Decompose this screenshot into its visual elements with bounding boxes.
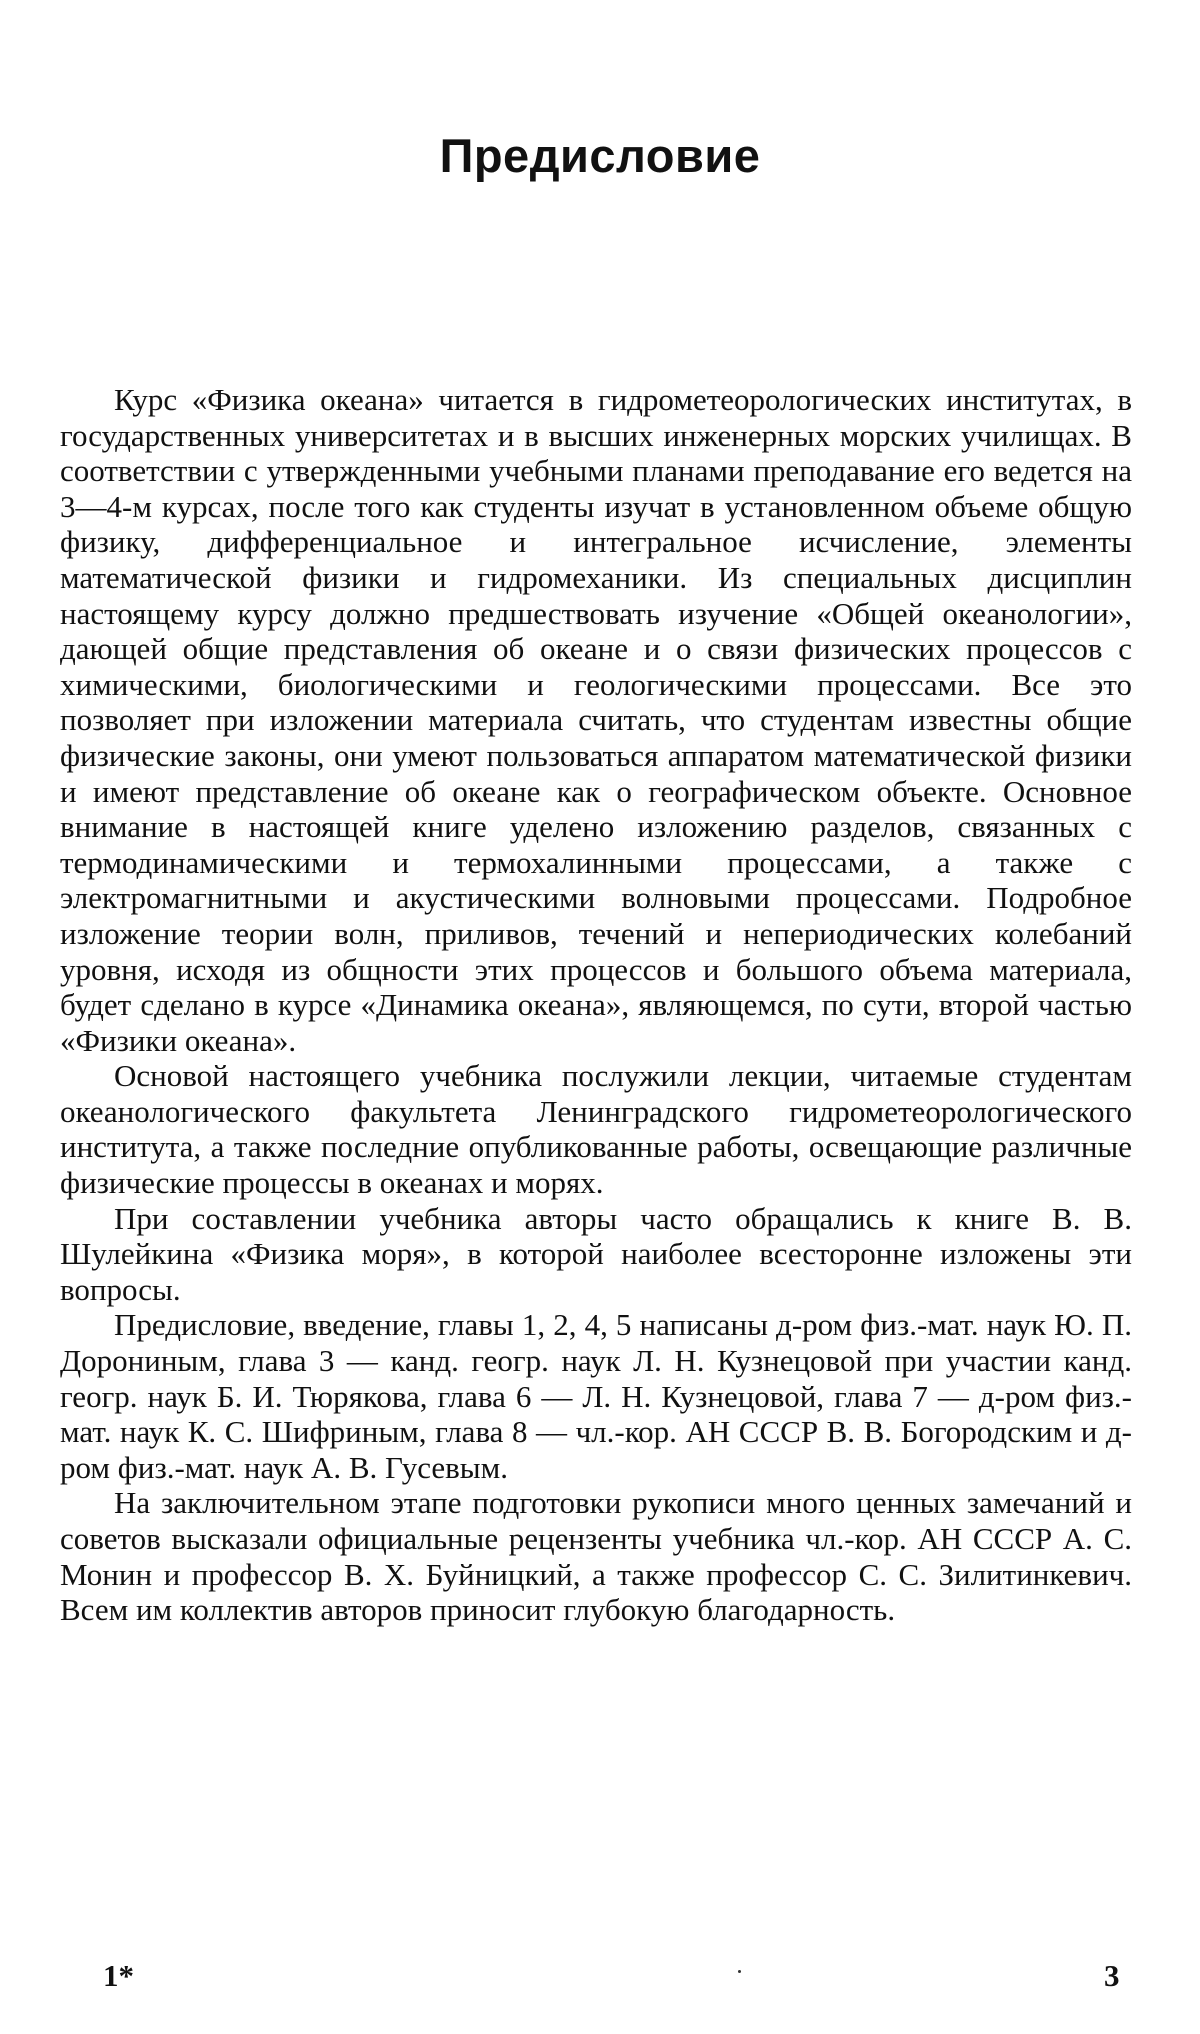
paragraph-textbook-basis: Основой настоящего учебника послужили лекции, читаемые студентам океанологического факультета Ленинградского гидрометеорологического института, а также последние опубликованные работы, освещающие различные физические процессы в океанах и морях. [60,1058,1132,1201]
paragraph-acknowledgements: На заключительном этапе подготовки рукописи много ценных замечаний и советов высказали официальные рецензенты учебника чл.-кор. АН СССР А. С. Монин и профессор В. Х. Буйницкий, а также профессор С. С. Зилитинкевич. Всем им коллектив авторов приносит глубокую благодарность. [60,1485,1132,1628]
paragraph-authors-chapters: Предисловие, введение, главы 1, 2, 4, 5 написаны д-ром физ.-мат. наук Ю. П. Дорониным, глава 3 — канд. геогр. наук Л. Н. Кузнецовой при участии канд. геогр. наук Б. И. Тюрякова, глава 6 — Л. Н. Кузнецовой, глава 7 — д-ром физ.-мат. наук К. С. Шифриным, глава 8 — чл.-кор. АН СССР В. В. Богородским и д-ром физ.-мат. наук А. В. Гусевым. [60,1307,1132,1485]
page-title: Предисловие [439,129,761,182]
print-speck [738,1970,741,1973]
signature-mark: 1* [103,1958,134,1993]
preface-body [60,382,1132,1628]
paragraph-shuleikin-reference: При составлении учебника авторы часто обращались к книге В. В. Шулейкина «Физика моря», в которой наиболее всесторонне изложены эти вопросы. [60,1200,1132,1307]
paragraph-course-intro: Курс «Физика океана» читается в гидрометеорологических институтах, в государственных университетах и в высших инженерных морских училищах. В соответствии с утвержденными учебными планами преподавание его ведется на 3—4-м курсах, после того как студенты изучат в установленном объеме общую физику, дифференциальное и интегральное исчисление, элементы математической физики и гидромеханики. Из специальных дисциплин настоящему курсу должно предшествовать изучение «Общей океанологии», дающей общие представления об океане и о связи физических процессов с химическими, биологическими и геологическими процессами. Все это позволяет при изложении материала считать, что студентам известны общие физические законы, они умеют пользоваться аппаратом математической физики и имеют представление об океане как о географическом объекте. Основное внимание в настоящей книге уделено изложению разделов, связанных с термодинамическими и термохалинными процессами, а также с электромагнитными и акустическими волновыми процессами. Подробное изложение теории волн, приливов, течений и непериодических колебаний уровня, исходя из общности этих процессов и большого объема материала, будет сделано в курсе «Динамика океана», являющемся, по сути, второй частью «Физики океана». [60,382,1132,1058]
page-number: 3 [1104,1958,1120,1993]
